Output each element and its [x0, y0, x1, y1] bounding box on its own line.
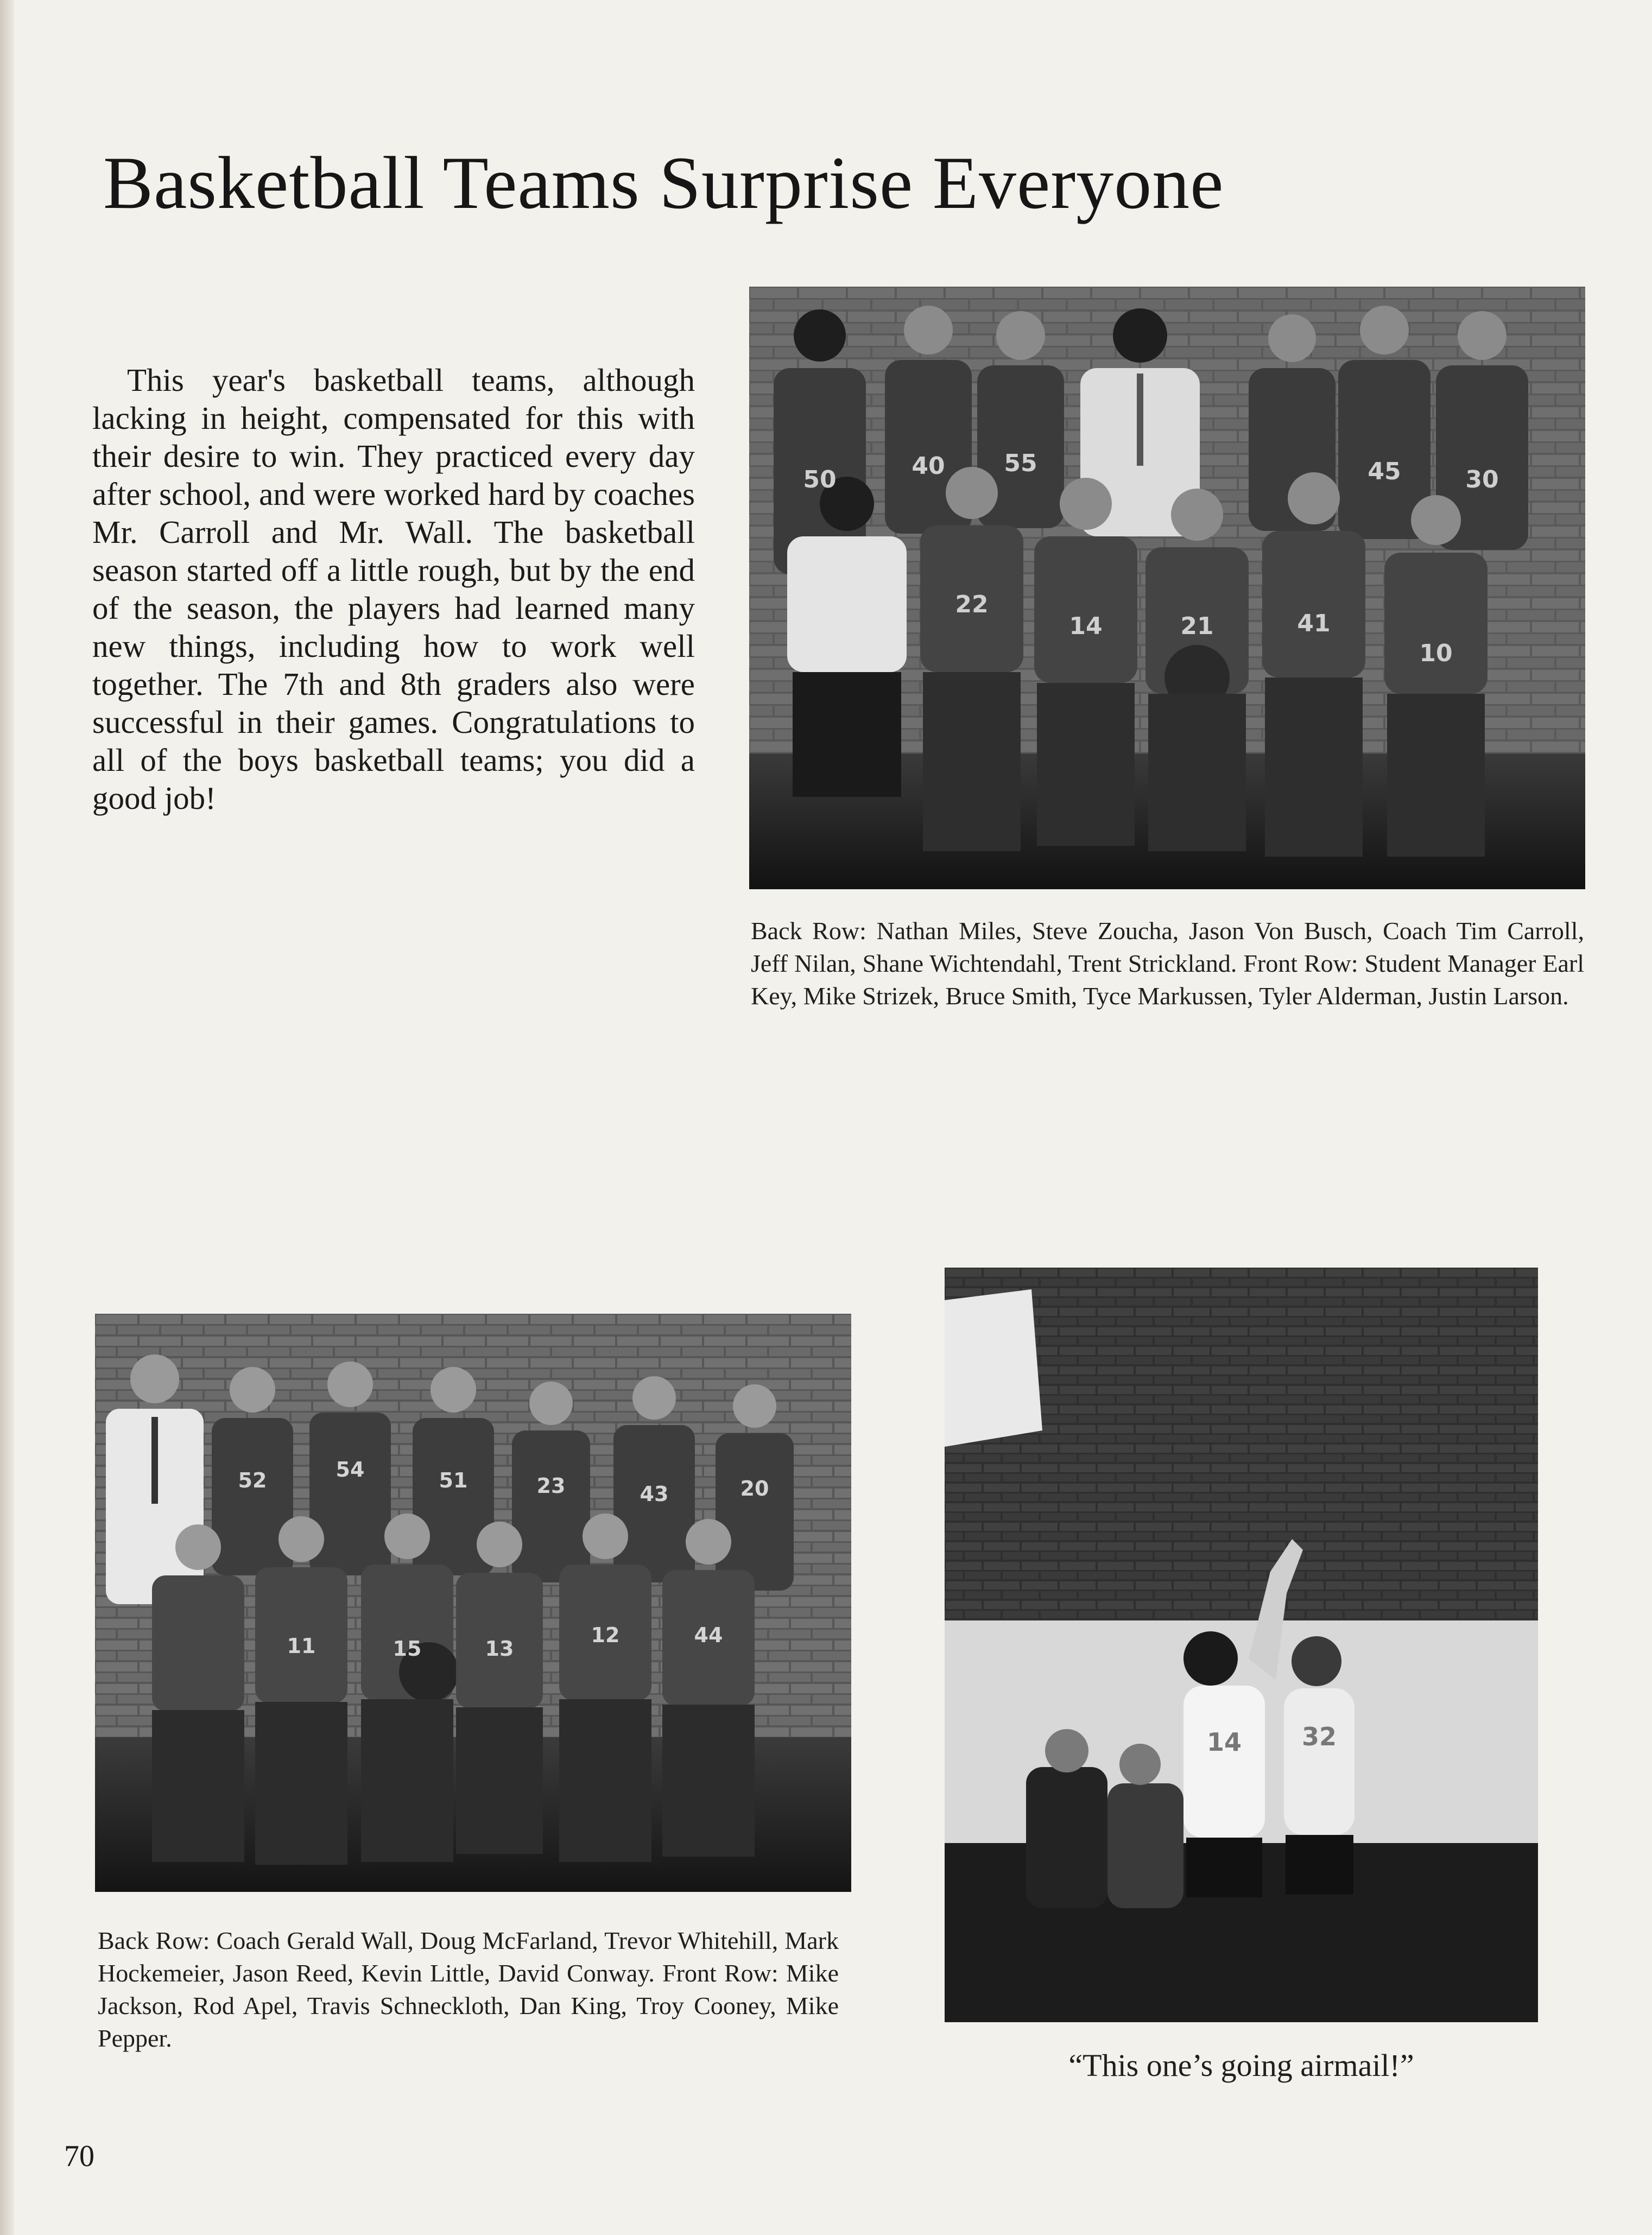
page-number: 70: [64, 2139, 94, 2173]
action-jersey-number: 14: [1206, 1727, 1242, 1757]
intro-paragraph: This year's basketball teams, although lacking in height, compensated for this with their desire to win. They practiced every day after school, and were worked hard by coaches Mr. Carroll and Mr. Wall. The basketball season started off a little rough, but by the end of the season, the players had learned many new things, including how to work well together. The 7th and 8th graders also were successful in their games. Congratulations to all of the boys basketball teams; you did a good job!: [92, 362, 695, 816]
junior-jersey-number: 23: [536, 1474, 566, 1498]
varsity-photo-caption: Back Row: Nathan Miles, Steve Zoucha, Jason Von Busch, Coach Tim Carroll, Jeff Nilan, Shane Wichtendahl, Trent Strickland. Front Row: Student Manager Earl Key, Mike Strizek, Bruce Smith, Tyce Markussen, Tyler Alderman, Justin Larson.: [751, 917, 1584, 1010]
junior-jersey-number: 20: [740, 1477, 769, 1500]
junior-jersey-number: 15: [393, 1637, 422, 1661]
junior-team-photo: [95, 1314, 851, 1892]
action-photo-caption: “This one’s going airmail!”: [1068, 2048, 1414, 2083]
junior-jersey-number: 11: [287, 1634, 316, 1658]
junior-jersey-number: 12: [591, 1623, 620, 1647]
page-title: Basketball Teams Surprise Everyone: [103, 141, 1224, 224]
page-binding-edge: [0, 0, 14, 2235]
action-jersey-number: 32: [1301, 1722, 1337, 1751]
varsity-team-photo: [749, 287, 1585, 889]
varsity-jersey-number: 55: [1004, 449, 1037, 477]
junior-photo-caption: Back Row: Coach Gerald Wall, Doug McFarland, Trevor Whitehill, Mark Hockemeier, Jason Reed, Kevin Little, David Conway. Front Row: Mike Jackson, Rod Apel, Travis Schneckloth, Dan King, Troy Cooney, Mike Pepper.: [98, 1927, 839, 2052]
junior-jersey-number: 13: [485, 1637, 514, 1661]
varsity-jersey-number: 41: [1297, 610, 1331, 637]
junior-jersey-number: 54: [336, 1458, 365, 1481]
junior-jersey-number: 51: [439, 1468, 468, 1492]
junior-jersey-number: 44: [694, 1623, 723, 1647]
varsity-jersey-number: 22: [955, 591, 989, 618]
varsity-jersey-number: 21: [1180, 612, 1214, 640]
junior-jersey-number: 52: [238, 1468, 267, 1492]
varsity-jersey-number: 14: [1069, 612, 1103, 640]
action-photo: [945, 1268, 1538, 2022]
varsity-jersey-number: 50: [803, 466, 837, 493]
varsity-jersey-number: 40: [912, 452, 945, 480]
varsity-jersey-number: 10: [1419, 640, 1453, 667]
junior-jersey-number: 43: [640, 1482, 669, 1506]
varsity-jersey-number: 30: [1465, 466, 1499, 493]
varsity-jersey-number: 45: [1368, 458, 1401, 485]
